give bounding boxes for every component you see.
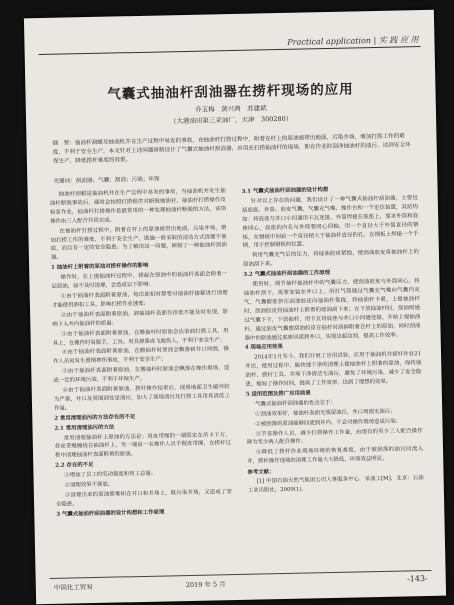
paragraph: ③节省操作人员，减少打捞操作工作量，由现有的至少三人配合操作降为至少两人配合操作； <box>246 427 423 447</box>
section-heading: 2 常用清理油污的方法存在的不足 <box>54 413 136 422</box>
paragraph: 2014年1月至今，我们开展了应用试验，应用于抽油机井捞杆作业21井次，使用过程中，能快速干净的清理上提抽油杆上附着的原油，保持抽油杆、捞杆工具、井场干净清洁无油污，避免了环境污染，减少了安全隐患，缩短了操作时间，提高了工作效率，达到了理想的效果。 <box>245 351 422 388</box>
page-number: -143- <box>406 574 428 584</box>
paragraph: ①增加了员工的劳动强度和用工总量； <box>64 470 157 479</box>
paragraph: 在抽油杆打捞过程中，附着在杆上的原油被带出地面，污染井场，增加打捞工作的难度，不利于安全生产，既施一般采取的清洁方式清理不彻底，而且有一定的安全隐患。为了解决这一问题，研制了一种抽油杆刮油器。 <box>50 224 227 262</box>
paragraph: ①由于抽油杆表面附着原油，每次卸扣时都要对抽油杆接箍进行清理才能使用卸扣工具，影响打捞作业速度； <box>51 290 228 309</box>
paragraph: ⑥由于抽油杆表面附着原油，捞杆操作结束后，现场地面卫生破坏较为严重，井口及周围到处是油污，加大了现场清污及打捞工具用具清洗工作量。 <box>53 384 230 412</box>
section-heading: 5 适用范围及推广应用前景 <box>245 390 311 398</box>
paragraph: ①刮油效果好，抽油杆表面无残留油污，井口周围无油污； <box>255 408 396 418</box>
paragraph: 使用时，调节抽杆抽油杆中的气囊压力，使刮油胶皮与外筒同心，将抽油杆刮下，需要安装在井口上，用打气筒通过气囊充气嘴向气囊内充气，气囊膨胀挤压刮油胶皮向抽油杆靠拢，将抽油杆卡紧，上提抽油杆时，刮油胶皮将抽油杆上附着的原油刮下来；在下放抽油杆时，原油则通过气囊下卡，下放抽杆，用卡瓦将底座与井口小四通连接，开始上提抽油杆，通过胶皮气囊使刮油胶皮在抽杆时刮掉附着在杆上的原油，同时刮油器中的原油通过底座回流到井口，实现边起边刮，提高工作效率。 <box>243 278 421 342</box>
section-heading: 4 现场应用效果 <box>244 344 283 352</box>
keywords: 关键词：刮油器；气囊；刮油；污染；环保 <box>53 176 160 185</box>
article-title: 气囊式抽油杆刮油器在捞杆现场的应用 <box>107 81 354 103</box>
header-rule <box>39 46 421 55</box>
footer-rule <box>50 570 432 579</box>
paragraph: ③由于抽油杆表面附着原油，在搬抽杆时原油会沾染到打捞工具，用具上，在搬件时易脱手，工具、用具掉落或飞脱伤人，不利于安全生产； <box>52 327 229 347</box>
paragraph: ②由于抽油杆表面附着原油，卸抽抽杆表面有很低不能及时发现，影响下入井内抽油杆的质量； <box>52 308 229 328</box>
paragraph: 针对以上存在的问题，我们设计了一种气囊式抽油杆刮油器，主要包括底座、外筒、胶皮气囊、气囊充气嘴、操作台和一个定位装置，其结构如：将底座与井口小四通用卡瓦连接，外筒焊接在底座上，要求外筒和底座同心，底座的内孔与外筒要同心同轴，用一个直径大于外筒直径的钢板，在钢板中间钻一个直径稍大于抽油杆直径的孔，在钢板上焊接一个手柄，用于控制钢板的位置。 <box>241 195 419 250</box>
affiliation: （大港油田第三采油厂，天津 300280） <box>169 114 293 126</box>
paragraph: 利用气囊充气后的压力，将抽油胶皮紧抱，使刮油胶皮将抽油杆上的原油刮下来。 <box>243 249 419 269</box>
paragraph: ②被刮落的原油能够回流到井内，不会对操作现场造成污染； <box>255 418 402 428</box>
paragraph: ⑤由于抽油杆表面附着原油，在搬抽杆时原油会飘落在操作现场，造成一定的环境污染，不利于环保生产。 <box>53 365 230 384</box>
running-header: Practical application | 实 践 应 用 <box>287 35 419 47</box>
paragraph: ④由于抽油杆表面附着原油，在搬抽杆时原油会飘落到井口周围，操作人员易发生滑倒摔伤事故，不利于安全生产； <box>53 346 229 366</box>
paragraph: 常用清理抽油杆上原油的方法是：用皮带绳的一端固定在吊卡下方，将皮带绳缠绕在抽油杆上，另一端由一名操作人员手握皮带绳，在捞杆过程中清理抽油杆表面附着的原油。 <box>54 431 231 460</box>
section-heading: 3.2 气囊式抽油杆刮油器的工作原理 <box>243 270 331 278</box>
paragraph: ③清理出来的原油都堆积在井口和井场上，既污染井场，又造成了安全隐患。 <box>56 489 232 508</box>
journal-name: 中国化工贸易 <box>53 583 93 592</box>
issue-date: 2019 年 5 月 <box>185 580 226 590</box>
paragraph: [1] 中国石油天然气集团公司人事服务中心．采油工[M]．北京：石油工业出版社，2009(1)． <box>247 475 424 494</box>
paragraph: ④降低了捞杆作业现场环境的恢复难度，由于被刮落的油污回流入井，捞杆操作现场的清理工作量大大降低，环保效益明显。 <box>247 446 424 466</box>
paragraph: 抽油杆刮蜡是抽油机井在生产过程中易发的事故，当抽油机井发生抽油杆断脱事故后，通常会按照打捞程序对断脱抽油杆、抽油杆打捞操作及检泵作业，抽油杆打捞操作是最常用的一种处理抽油杆断脱的方法，该项操作由三人配合共同完成。 <box>49 188 227 225</box>
section-heading: 2.1 常用清理油污的方法 <box>54 424 115 432</box>
document-page <box>24 10 446 604</box>
paragraph: 操作时，在上提抽油杆过程中，捞起在原油中的抽油杆表面会附着一层原油，如不及时清理，会造成以下影响： <box>51 271 228 290</box>
section-heading: 3.1 气囊式抽油杆刮油器的设计构想 <box>241 187 329 195</box>
section-heading: 3 气囊式抽油杆刮油器的设计构想和工作原理 <box>56 509 165 518</box>
paragraph: ②清理效果不彻底； <box>64 481 114 489</box>
section-heading: 1 抽油杆上附着的原油对捞杆操作的影响 <box>51 263 149 272</box>
left-column <box>50 187 233 520</box>
right-column <box>241 183 423 497</box>
section-heading: 参考文献： <box>247 469 275 476</box>
authors: 乔玉梅 黄兴鸿 苏建斌 <box>195 104 267 114</box>
section-heading: 2.2 存在的不足 <box>55 462 94 470</box>
paragraph: 气囊式抽油杆刮油器的优点在于： <box>254 399 336 408</box>
abstract: 摘 要：抽油杆刮蜡及抽油机井在生产过程中易发的事故，在抽油杆打捞过程中，附着在杆上的原油被带出地面，污染井场，增加打捞工作的难度，不利于安全生产。本文针对上述问题研制设计了气囊式抽油杆刮油器，应用在打捞抽油杆的现场，即在作业时刮净抽油杆的油污，达到安全环保生产，降低捞杆难度的效果。 <box>52 133 411 165</box>
